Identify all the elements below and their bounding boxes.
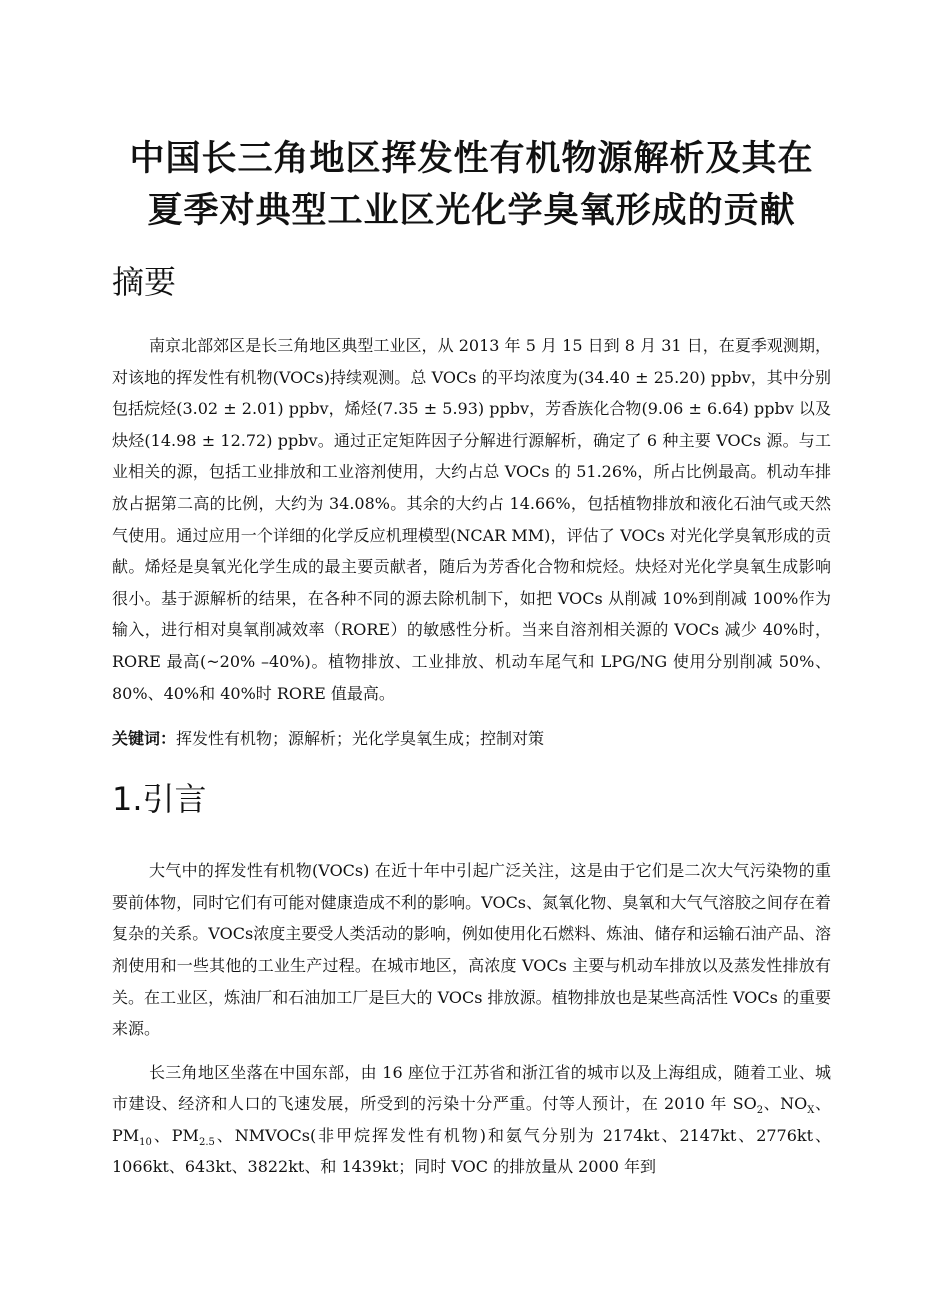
abstract-heading: 摘要 xyxy=(112,263,177,301)
p2-subscript-nox: X xyxy=(807,1105,815,1117)
abstract-paragraph: 南京北部郊区是长三角地区典型工业区，从 2013 年 5 月 15 日到 8 月 31 日，在夏季观测期，对该地的挥发性有机物(VOCs)持续观测。总 VOCs 的平均浓度为(34.40 ± 25.20) ppbv，其中分别包括烷烃(3.02 ± 2.01) ppbv，烯烃(7.35 ± 5.93) ppbv，芳香族化合物(9.06 ± 6.64) ppbv 以及炔烃(14.98 ± 12.72) ppbv。通过正定矩阵因子分解进行源解析，确定了 6 种主要 VOCs 源。与工业相关的源，包括工业排放和工业溶剂使用，大约占总 VOCs 的 51.26%，所占比例最高。机动车排放占据第二高的比例，大约为 34.08%。其余的大约占 14.66%，包括植物排放和液化石油气或天然气使用。通过应用一个详细的化学反应机理模型(NCAR MM)，评估了 VOCs 对光化学臭氧形成的贡献。烯烃是臭氧光化学生成的最主要贡献者，随后为芳香化合物和烷烃。炔烃对光化学臭氧生成影响很小。基于源解析的结果，在各种不同的源去除机制下，如把 VOCs 从削减 10%到削减 100%作为输入，进行相对臭氧削减效率（RORE）的敏感性分析。当来自溶剂相关源的 VOCs 减少 40%时，RORE 最高(~20% –40%)。植物排放、工业排放、机动车尾气和 LPG/NG 使用分别削减 50%、80%、40%和 40%时 RORE 值最高。 xyxy=(112,336,831,703)
p2-text-1: 长三角地区坐落在中国东部，由 16 座位于江苏省和浙江省的城市以及上海组成，随着工业、城市建设、经济和人口的飞速发展，所受到的污染十分严重。付等人预计，在 2010 年 SO xyxy=(112,1062,831,1114)
keywords-label: 关键词： xyxy=(112,729,177,749)
paper-title xyxy=(112,0,831,237)
p2-text-3: 、PM xyxy=(112,1094,831,1145)
p2-text-2: 、NO xyxy=(763,1094,808,1114)
p2-subscript-pm10: 10 xyxy=(139,1137,152,1149)
keywords-line xyxy=(112,723,831,754)
title-line-2: 夏季对典型工业区光化学臭氧形成的贡献 xyxy=(147,191,796,231)
introduction-heading: 1.引言 xyxy=(112,780,207,819)
introduction-paragraph-2 xyxy=(112,1057,831,1183)
keywords-list: 挥发性有机物；源解析；光化学臭氧生成；控制对策 xyxy=(176,729,545,749)
p2-text-5: 、NMVOCs(非甲烷挥发性有机物)和氨气分别为 2174kt、2147kt、2776kt、1066kt、643kt、3822kt、和 1439kt；同时 VOC 的排放量从 2000 年到 xyxy=(112,1125,831,1177)
p2-subscript-so2: 2 xyxy=(756,1105,764,1117)
introduction-paragraph-1: 大气中的挥发性有机物(VOCs) 在近十年中引起广泛关注，这是由于它们是二次大气污染物的重要前体物，同时它们有可能对健康造成不利的影响。VOCs、氮氧化物、臭氧和大气气溶胶之间存在着复杂的关系。VOCs浓度主要受人类活动的影响，例如使用化石燃料、炼油、储存和运输石油产品、溶剂使用和一些其他的工业生产过程。在城市地区，高浓度 VOCs 主要与机动车排放以及蒸发性排放有关。在工业区，炼油厂和石油加工厂是巨大的 VOCs 排放源。植物排放也是某些高活性 VOCs 的重要来源。 xyxy=(112,861,831,1039)
p2-subscript-pm25: 2.5 xyxy=(198,1137,215,1149)
p2-text-4: 、PM xyxy=(151,1125,199,1145)
title-line-1: 中国长三角地区挥发性有机物源解析及其在 xyxy=(129,139,814,179)
